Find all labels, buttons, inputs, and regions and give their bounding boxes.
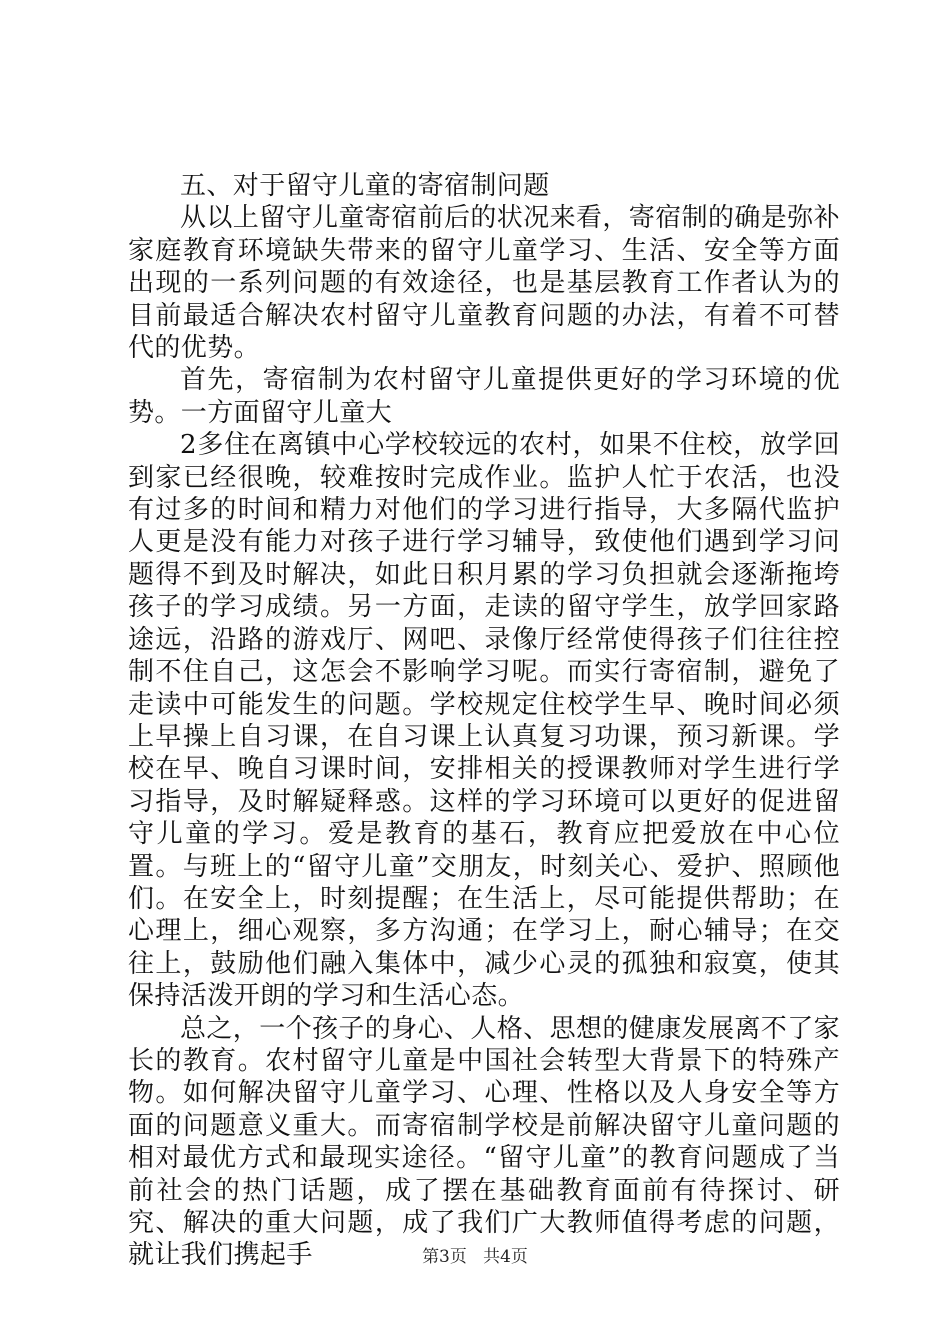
page-footer	[0, 1242, 950, 1267]
paragraph: 首先，寄宿制为农村留守儿童提供更好的学习环境的优势。一方面留守儿童大	[128, 365, 840, 428]
page-total: 共4页	[483, 1247, 528, 1267]
section-heading: 五、对于留守儿童的寄宿制问题	[180, 171, 550, 201]
page-number: 第3页	[422, 1247, 467, 1267]
paragraph: 2多住在离镇中心学校较远的农村，如果不住校，放学回到家已经很晚，较难按时完成作业。监护人忙于农活，也没有过多的时间和精力对他们的学习进行指导，大多隔代监护人更是没有能力对孩子进行学习辅导，致使他们遇到学习问题得不到及时解决，如此日积月累的学习负担就会逐渐拖垮孩子的学习成绩。另一方面，走读的留守学生，放学回家路途远，沿路的游戏厅、网吧、录像厅经常使得孩子们往往控制不住自己，这怎会不影响学习呢。而实行寄宿制，避免了走读中可能发生的问题。学校规定住校学生早、晚时间必须上早操上自习课，在自习课上认真复习功课，预习新课。学校在早、晚自习课时间，安排相关的授课教师对学生进行学习指导，及时解疑释惑。这样的学习环境可以更好的促进留守儿童的学习。爱是教育的基石，教育应把爱放在中心位置。与班上的“留守儿童”交朋友，时刻关心、爱护、照顾他们。在安全上，时刻提醒；在生活上，尽可能提供帮助；在心理上，细心观察，多方沟通；在学习上，耐心辅导；在交往上，鼓励他们融入集体中，减少心灵的孤独和寂寞，使其保持活泼开朗的学习和生活心态。	[128, 430, 840, 1012]
paragraph: 总之，一个孩子的身心、人格、思想的健康发展离不了家长的教育。农村留守儿童是中国社会转型大背景下的特殊产物。如何解决留守儿童学习、心理、性格以及人身安全等方面的问题意义重大。而寄宿制学校是前解决留守儿童问题的相对最优方式和最现实途径。“留守儿童”的教育问题成了当前社会的热门话题，成了摆在基础教育面前有待探讨、研究、解决的重大问题，成了我们广大教师值得考虑的问题，就让我们携起手	[128, 1013, 841, 1271]
footer-spacer	[472, 1247, 477, 1267]
document-body	[128, 170, 840, 1272]
paragraph: 从以上留守儿童寄宿前后的状况来看，寄宿制的确是弥补家庭教育环境缺失带来的留守儿童学习、生活、安全等方面出现的一系列问题的有效途径，也是基层教育工作者认为的目前最适合解决农村留守儿童教育问题的办法，有着不可替代的优势。	[128, 203, 841, 364]
